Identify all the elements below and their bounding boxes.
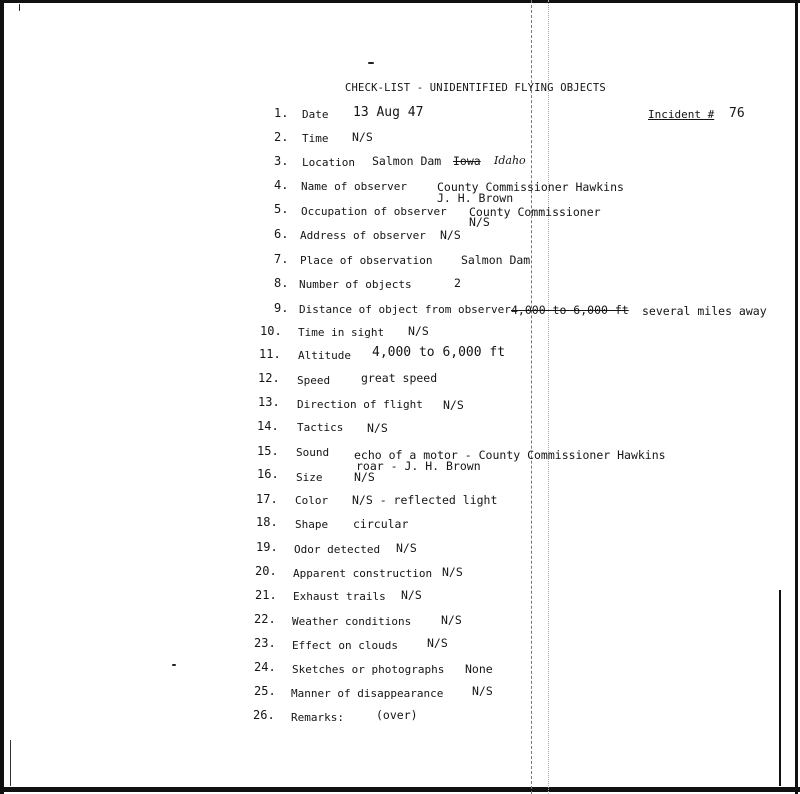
item-value-secondary: N/S [469, 215, 490, 229]
item-value: N/S [442, 565, 463, 579]
scan-border-bottom [0, 787, 800, 792]
item-value: N/S [443, 398, 464, 412]
item-value: N/S [440, 228, 461, 242]
item-label: Sound [296, 446, 330, 459]
item-label: Occupation of observer [301, 205, 447, 218]
item-value: several miles away [642, 304, 767, 318]
item-value: N/S [472, 684, 493, 698]
item-number: 9. [274, 301, 289, 315]
page-fold-line-faint [548, 0, 549, 794]
item-number: 16. [257, 467, 279, 481]
scan-speck [19, 4, 20, 11]
item-number: 19. [256, 540, 278, 554]
item-value: 13 Aug 47 [353, 105, 424, 120]
item-number: 23. [254, 636, 276, 650]
item-number: 8. [274, 276, 289, 290]
item-label: Apparent construction [293, 567, 433, 580]
item-label: Speed [297, 374, 331, 387]
item-value: Salmon Dam [372, 154, 442, 168]
item-label: Size [296, 471, 323, 484]
item-value: N/S [408, 324, 429, 338]
item-label: Number of objects [299, 278, 412, 291]
item-number: 20. [255, 564, 277, 578]
item-label: Sketches or photographs [292, 663, 445, 676]
scan-border-right [795, 0, 798, 794]
item-number: 13. [258, 395, 280, 409]
item-number: 4. [274, 178, 289, 192]
scan-border-left [0, 0, 4, 794]
item-label: Date [302, 108, 329, 121]
item-value: None [465, 662, 493, 676]
item-number: 25. [254, 684, 276, 698]
form-title: CHECK-LIST - UNIDENTIFIED FLYING OBJECTS [345, 82, 606, 94]
struck-text: 4,000 to 6,000 ft [511, 303, 629, 317]
item-value: N/S [401, 588, 422, 602]
struck-text: Iowa [453, 154, 481, 168]
item-label: Shape [295, 518, 329, 531]
item-number: 17. [256, 492, 278, 506]
scan-edge-mark [779, 590, 781, 786]
item-number: 7. [274, 252, 289, 266]
item-number: 11. [259, 347, 281, 361]
item-value: 2 [454, 276, 461, 290]
item-value: echo of a motor - County Commissioner Hawkins [354, 448, 666, 462]
item-number: 15. [257, 444, 279, 458]
page-fold-line [531, 0, 532, 794]
item-number: 10. [260, 324, 282, 338]
item-value: N/S [396, 541, 417, 555]
item-value: N/S [427, 636, 448, 650]
item-label: Place of observation [300, 254, 433, 267]
item-label: Address of observer [300, 229, 426, 242]
item-value: circular [353, 517, 409, 531]
item-number: 3. [274, 154, 289, 168]
item-number: 24. [254, 660, 276, 674]
item-value-secondary: J. H. Brown [437, 191, 514, 205]
item-label: Tactics [297, 421, 344, 434]
scan-speck [172, 664, 176, 666]
item-number: 12. [258, 371, 280, 385]
item-label: Direction of flight [297, 398, 423, 411]
incident-number: 76 [729, 106, 745, 121]
item-value: Salmon Dam [461, 253, 531, 267]
item-value: N/S [354, 470, 375, 484]
item-label: Manner of disappearance [291, 687, 444, 700]
item-value: 4,000 to 6,000 ft [372, 345, 506, 360]
item-label: Odor detected [294, 543, 381, 556]
incident-label: Incident # [648, 108, 715, 121]
item-value: N/S [367, 421, 388, 435]
item-label: Remarks: [291, 711, 344, 724]
item-number: 18. [256, 515, 278, 529]
item-value: N/S - reflected light [352, 493, 498, 507]
item-label: Time in sight [298, 326, 385, 339]
scan-edge-mark-left [10, 740, 11, 786]
item-label: Color [295, 494, 329, 507]
item-value: County Commissioner [469, 205, 601, 219]
item-value: N/S [441, 613, 462, 627]
item-label: Effect on clouds [292, 639, 398, 652]
item-label: Distance of object from observer [299, 303, 511, 316]
item-number: 5. [274, 202, 289, 216]
item-number: 2. [274, 130, 289, 144]
item-number: 21. [255, 588, 277, 602]
item-number: 1. [274, 106, 289, 120]
item-number: 26. [253, 708, 275, 722]
scan-border-top [0, 0, 800, 3]
item-label: Name of observer [301, 180, 407, 193]
item-label: Time [302, 132, 329, 145]
item-number: 6. [274, 227, 289, 241]
item-label: Altitude [298, 349, 351, 362]
scan-speck [368, 62, 374, 64]
item-value-secondary: roar - J. H. Brown [356, 459, 481, 473]
item-number: 14. [257, 419, 279, 433]
item-value: great speed [361, 371, 438, 385]
item-value: (over) [376, 708, 418, 722]
item-label: Exhaust trails [293, 590, 386, 603]
item-label: Location [302, 156, 355, 169]
item-value: County Commissioner Hawkins [437, 180, 624, 194]
item-label: Weather conditions [292, 615, 412, 628]
item-value: N/S [352, 130, 373, 144]
item-number: 22. [254, 612, 276, 626]
handwritten-correction: Idaho [494, 154, 526, 167]
